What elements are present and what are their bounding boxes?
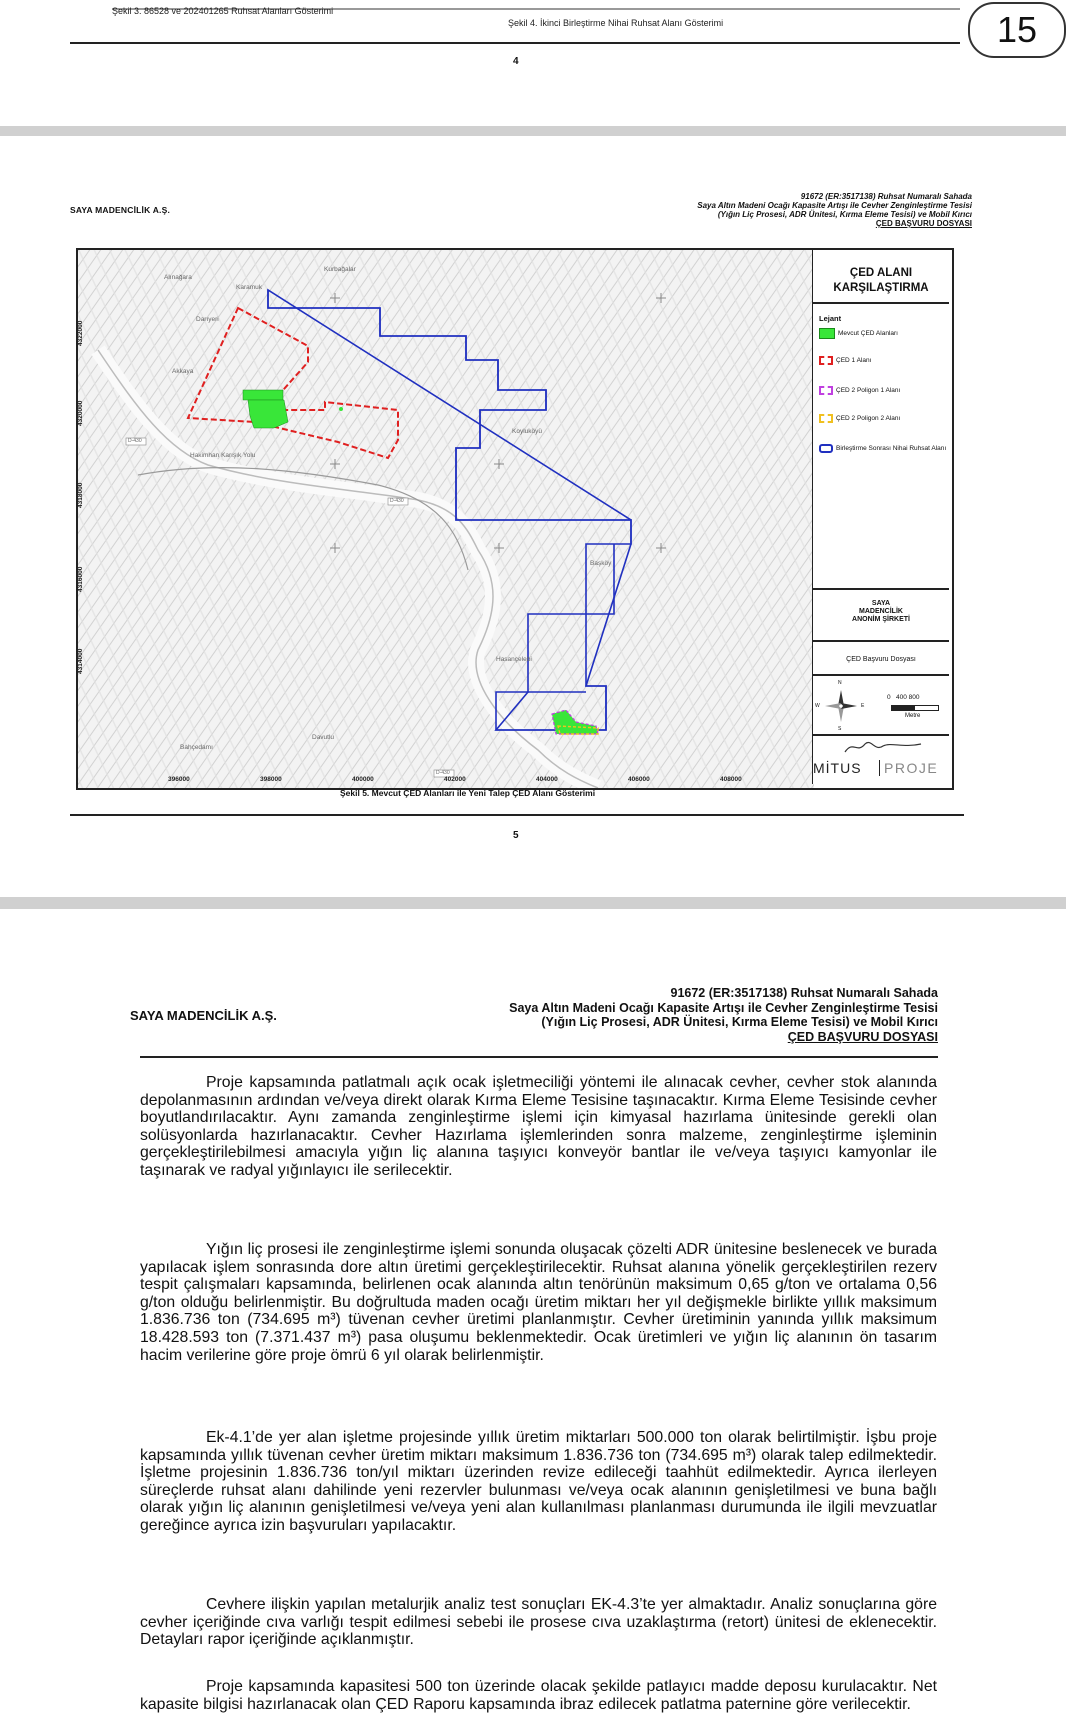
place-label: Hasançelebi <box>496 656 532 663</box>
header-line-3: (Yığın Liç Prosesi, ADR Ünitesi, Kırma Eleme Tesisi) ve Mobil Kırıcı <box>717 210 972 219</box>
legend-label: ÇED 2 Poligon 1 Alanı <box>836 387 901 394</box>
body-paragraph: Ek-4.1’de yer alan işletme projesinde yıllık üretim miktarları 500.000 ton olarak belirtilmiştir. İşbu proje kapsamında yıllık tüvenan cevher üretim miktarı maksimum 1.836.736 ton (734.695 m³) olarak talep edilmektedir. İşletme projesinin 1.836.736 ton/yıl miktarı üzerinden revize edileceği taahhüt edilmektedir. Ayrıca ilerleyen süreçlerde ruhsat alanı dahilinde yeni rezervler bulunması ve/veya ocak alanının genişletilmesi ve buna bağlı olarak yığın liç alanının genişletilmesi ve/veya yeni alan kullanılması planlanması durumunda ile ilgili mevzuatlar gereğince ayrıca izin başvuruları yapılacaktır. <box>140 1429 937 1534</box>
legend-divider <box>813 588 949 590</box>
compass-w: W <box>815 703 820 709</box>
place-label: Davutlu <box>312 734 335 741</box>
body-paragraph: Proje kapsamında patlatmalı açık ocak işletmeciliği yöntemi ile alınacak cevher, cevher stok alanında depolanmasının ardından ve/veya direkt olarak Kırma Eleme Tesisine taşınacaktır. Kırma Eleme Tesisinde cevher boyutlandırılacaktır. Aynı zamanda zenginleştirme işlemi için kimyasal hazırlama ünitesinde gerekli olan solüsyonlarda hazırlanacaktır. Cevher Hazırlama işlemlerinden sonra malzeme, zenginleştirme işleminin gerçekleştirilebilmesi amacıyla yığın liç alanına taşıyıcı konveyör bantlar ile ve/veya taşıyıcı kamyonlar ile taşınarak ve radyal yığınlayıcı ile serilecektir. <box>140 1074 937 1179</box>
legend-title-line-1: ÇED ALANI <box>849 267 913 279</box>
page-number-4: 4 <box>513 56 519 67</box>
y-tick: 4322000 <box>77 320 84 346</box>
y-tick: 4318000 <box>77 482 84 508</box>
compass-s: S <box>838 726 842 732</box>
legend-title <box>813 266 949 296</box>
compass-e: E <box>861 703 865 709</box>
legend-item-final <box>819 444 947 453</box>
road-label: D-430 <box>436 770 450 776</box>
legend-item-ced2-p2 <box>819 414 947 423</box>
header-line-2: Saya Altın Madeni Ocağı Kapasite Artışı ile Cevher Zenginleştirme Tesisi <box>509 1000 938 1015</box>
purple-dashed-swatch-icon <box>819 386 833 395</box>
place-label: Başköy <box>590 560 612 567</box>
x-tick: 408000 <box>720 776 742 783</box>
blue-outline-swatch-icon <box>819 444 833 453</box>
legend-doc-label: ÇED Başvuru Dosyası <box>846 656 916 663</box>
legend-label: ÇED 2 Poligon 2 Alanı <box>836 415 901 422</box>
place-label: Karamuk <box>236 284 263 291</box>
place-label: Koyluköyü <box>512 428 542 435</box>
y-tick: 4316000 <box>77 566 84 592</box>
scale-values: 0 400 800 <box>887 694 920 701</box>
page-separator <box>0 897 1066 909</box>
document-header <box>560 192 972 228</box>
figure-caption-4: Şekil 4. İkinci Birleştirme Nihai Ruhsat Alanı Gösterimi <box>508 18 724 28</box>
x-tick: 400000 <box>352 776 374 783</box>
green-swatch-icon <box>819 328 835 339</box>
legend-company-line: MADENCİLİK <box>859 608 903 615</box>
legend-divider <box>813 674 949 676</box>
figure-caption-5: Şekil 5. Mevcut ÇED Alanları ile Yeni Talep ÇED Alanı Gösterimi <box>340 788 596 798</box>
legend-company <box>813 600 949 624</box>
body-paragraph: Cevhere ilişkin yapılan metalurjik analiz test sonuçları EK-4.3’te yer almaktadır. Analiz sonuçlarına göre cevher içeriğinde cıva varlığı tespit edilmesi sebebi ile prosese cıva uzaklaştırma (retort) ünitesi de eklenecektir. Detayları rapor içeriğinde açıklanmıştır. <box>140 1596 937 1649</box>
legend-company-line: SAYA <box>871 600 891 607</box>
x-tick: 406000 <box>628 776 650 783</box>
header-line-1: 91672 (ER:3517138) Ruhsat Numaralı Sahada <box>670 986 938 1000</box>
document-header <box>420 986 938 1044</box>
company-name: SAYA MADENCİLİK A.Ş. <box>70 205 171 215</box>
y-tick: 4320000 <box>77 400 84 426</box>
mitus-logo-icon <box>843 738 923 756</box>
place-label: Kurbağalar <box>324 266 356 273</box>
header-line-3: (Yığın Liç Prosesi, ADR Ünitesi, Kırma Eleme Tesisi) ve Mobil Kırıcı <box>541 1015 938 1029</box>
company-name: SAYA MADENCİLİK A.Ş. <box>130 1008 277 1023</box>
legend-heading: Lejant <box>819 314 842 323</box>
place-label: Akkaya <box>172 368 194 375</box>
legend-label: Birleştirme Sonrası Nihai Ruhsat Alanı <box>836 445 947 452</box>
legend-item-existing <box>819 328 947 339</box>
legend-title-line-2: KARŞILAŞTIRMA <box>833 282 929 294</box>
page-rule <box>70 814 964 816</box>
header-line-4: ÇED BAŞVURU DOSYASI <box>875 219 972 228</box>
figure-caption-3: Şekil 3. 86528 ve 202401265 Ruhsat Alanları Gösterimi <box>112 6 334 16</box>
page-number-5: 5 <box>513 830 519 841</box>
road-label: D-430 <box>390 498 404 504</box>
scale-unit: Metre <box>905 713 921 719</box>
brand-name-2: PROJE <box>879 760 938 776</box>
x-tick: 396000 <box>168 776 190 783</box>
x-tick: 402000 <box>444 776 466 783</box>
page-counter-badge[interactable]: 15 <box>968 2 1066 58</box>
compass-n: N <box>838 680 842 686</box>
place-label: Hakimhan Karışık Yolu <box>190 452 256 459</box>
header-rule <box>140 1056 938 1058</box>
header-line-1: 91672 (ER:3517138) Ruhsat Numaralı Sahada <box>800 192 972 201</box>
topographic-map <box>78 250 814 788</box>
scale-bar-icon <box>891 705 939 711</box>
legend-divider <box>813 302 949 304</box>
yellow-dashed-swatch-icon <box>819 414 833 423</box>
legend-label: ÇED 1 Alanı <box>836 357 872 364</box>
legend-item-ced1 <box>819 356 947 365</box>
legend-item-ced2-p1 <box>819 386 947 395</box>
body-paragraph: Yığın liç prosesi ile zenginleştirme işlemi sonunda oluşacak çözelti ADR ünitesine beslenecek ve burada yapılacak işlem sonrasında dore altın üretimi gerçekleştirilecektir. Ruhsat alanına yönelik gerçekleştirilen rezerv tespit çalışmaları kapsamında, belirlenen ocak alanında altın tenörünün maksimum 0,65 g/ton ve ortalama 0,56 g/ton olduğu belirlenmiştir. Bu doğrultuda maden ocağı üretim miktarı her yıl değişmekle birlikte yıllık maksimum 1.836.736 ton (734.695 m³) tüvenan cevher üretimi planlanmıştır. Cevher üretiminin yanında yıllık maksimum 18.428.593 ton (7.371.437 m³) pasa oluşumu beklenmektedir. Ocak üretimleri ve yığın liç alanının ön tasarım hacim verilerine göre proje ömrü 6 yıl olarak belirlenmiştir. <box>140 1241 937 1364</box>
place-label: Alınağara <box>164 274 192 281</box>
place-label: Darıyeri <box>196 316 219 323</box>
legend-company-line: ANONİM ŞİRKETİ <box>852 616 910 623</box>
legend-divider <box>813 734 949 736</box>
map-legend <box>812 250 949 784</box>
x-tick: 404000 <box>536 776 558 783</box>
x-tick: 398000 <box>260 776 282 783</box>
body-paragraph: Proje kapsamında kapasitesi 500 ton üzerinde olacak şekilde patlayıcı madde deposu kurulacaktır. Net kapasite bilgisi hazırlanacak olan ÇED Raporu kapsamında ibraz edilecek patlatma paternine göre verilecektir. <box>140 1678 937 1713</box>
header-line-2: Saya Altın Madeni Ocağı Kapasite Artışı ile Cevher Zenginleştirme Tesisi <box>697 201 972 210</box>
legend-divider <box>813 640 949 642</box>
road-label: D-430 <box>128 438 142 444</box>
page-rule <box>70 42 960 44</box>
y-tick: 4314000 <box>77 648 84 674</box>
header-line-4: ÇED BAŞVURU DOSYASI <box>787 1029 938 1044</box>
brand-name: MİTUS <box>813 760 862 776</box>
north-arrow-icon <box>823 688 859 724</box>
page-separator <box>0 126 1066 136</box>
legend-label: Mevcut ÇED Alanları <box>838 330 898 337</box>
place-label: Bahçedamı <box>180 744 213 751</box>
red-dashed-swatch-icon <box>819 356 833 365</box>
